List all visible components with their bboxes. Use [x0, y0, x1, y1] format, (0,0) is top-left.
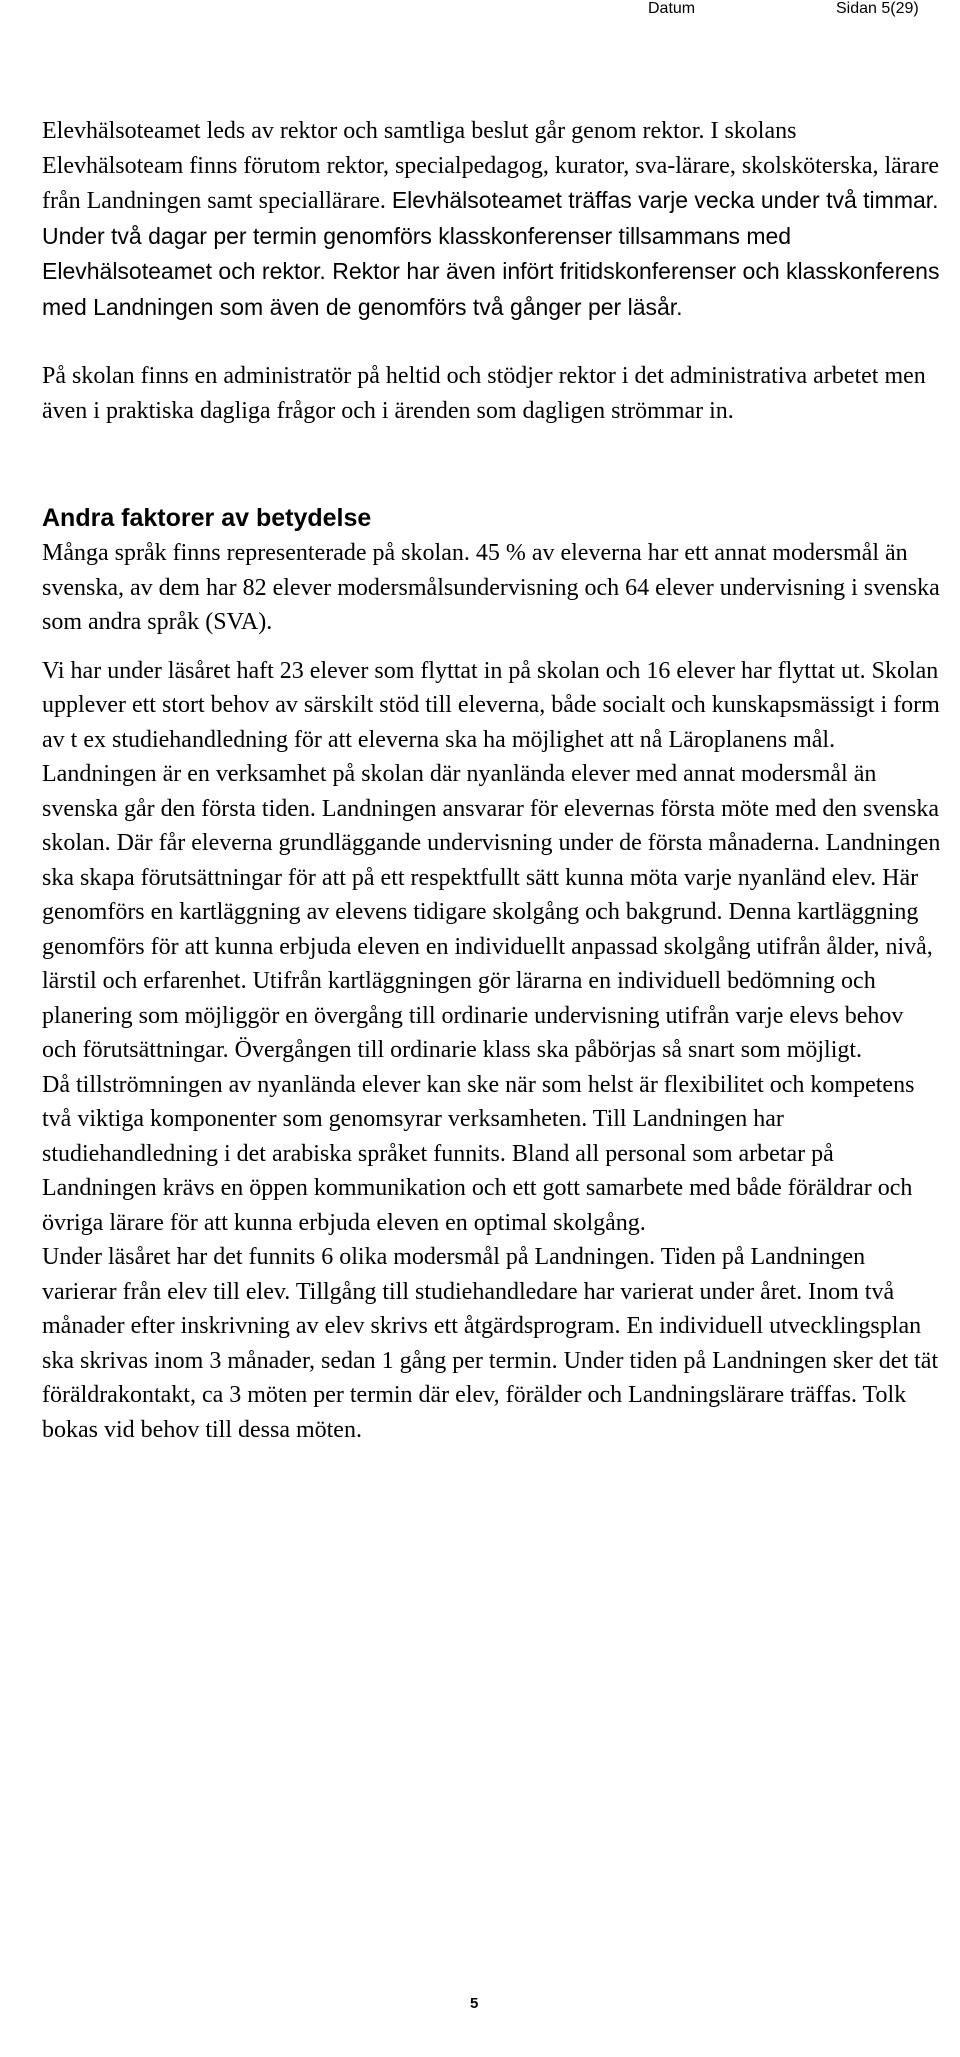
- header-page-indicator: Sidan 5(29): [836, 0, 919, 17]
- paragraph-elevhalsoteam-sans: Elevhälsoteamet träffas varje vecka under två timmar. Under två dagar per termin genomförs klasskonferenser tillsammans med Elevhälsoteamet och rektor. Rektor har även infört fritidskonferenser och klasskonferens med Landningen som även de genomförs två gånger per läsår.: [42, 187, 940, 320]
- paragraph-languages: Många språk finns representerade på skolan. 45 % av eleverna har ett annat modersmål än svenska, av dem har 82 elever modersmålsundervisning och 64 elever undervisning i svenska som andra språk (SVA).: [42, 540, 940, 635]
- paragraph-student-movement: Vi har under läsåret haft 23 elever som flyttat in på skolan och 16 elever har flyttat ut. Skolan upplever ett stort behov av särskilt stöd till eleverna, både socialt och kunskapsmässigt i form av t ex studiehandledning för att eleverna ska ha möjlighet att nå Läroplanens mål.: [42, 657, 940, 753]
- document-body: [42, 114, 942, 1447]
- paragraph-administrator: På skolan finns en administratör på heltid och stödjer rektor i det administrativa arbetet men även i praktiska dagliga frågor och i ärenden som dagligen strömmar in.: [42, 363, 926, 424]
- page-number: 5: [470, 1995, 479, 2012]
- page-header: [0, 0, 960, 22]
- paragraph-elevhalsoteam-serif: Elevhälsoteamet leds av rektor och samtliga beslut går genom rektor. I skolans Elevhälsoteam finns förutom rektor, specialpedagog, kurator, sva-lärare, skolsköterska, lärare från Landningen samt speciallärare.: [42, 118, 940, 214]
- paragraph-flexibility: Då tillströmningen av nyanlända elever kan ske när som helst är flexibilitet och kompetens två viktiga komponenter som genomsyrar verksamheten. Till Landningen har studiehandledning i det arabiska språket funnits. Bland all personal som arbetar på Landningen krävs en öppen kommunikation och ett gott samarbete med både föräldrar och övriga lärare för att kunna erbjuda eleven en optimal skolgång.: [42, 1071, 915, 1236]
- paragraph-elevhalsoteam: [42, 114, 942, 325]
- paragraph-landningen: Landningen är en verksamhet på skolan där nyanlända elever med annat modersmål än svenska går den första tiden. Landningen ansvarar för elevernas första möte med den svenska skolan. Där får eleverna grundläggande undervisning under de första månaderna. Landningen ska skapa förutsättningar för att på ett respektfullt sätt kunna möta varje nyanländ elev. Här genomförs en kartläggning av elevens tidigare skolgång och bakgrund. Denna kartläggning genomförs för att kunna erbjuda eleven en individuellt anpassad skolgång utifrån ålder, nivå, lärstil och erfarenhet. Utifrån kartläggningen gör lärarna en individuell bedömning och planering som möjliggör en övergång till ordinarie undervisning utifrån varje elevs behov och förutsättningar. Övergången till ordinarie klass ska påbörjas så snart som möjligt.: [42, 761, 941, 1063]
- section-heading: Andra faktorer av betydelse: [42, 504, 372, 532]
- header-date-label: Datum: [648, 0, 696, 17]
- paragraph-mother-tongues: Under läsåret har det funnits 6 olika modersmål på Landningen. Tiden på Landningen varierar från elev till elev. Tillgång till studiehandledare har varierat under året. Inom två månader efter inskrivning av elev skrivs ett åtgärdsprogram. En individuell utvecklingsplan ska skrivas inom 3 månader, sedan 1 gång per termin. Under tiden på Landningen sker det tät föräldrakontakt, ca 3 möten per termin där elev, förälder och Landningslärare träffas. Tolk bokas vid behov till dessa möten.: [42, 1244, 939, 1443]
